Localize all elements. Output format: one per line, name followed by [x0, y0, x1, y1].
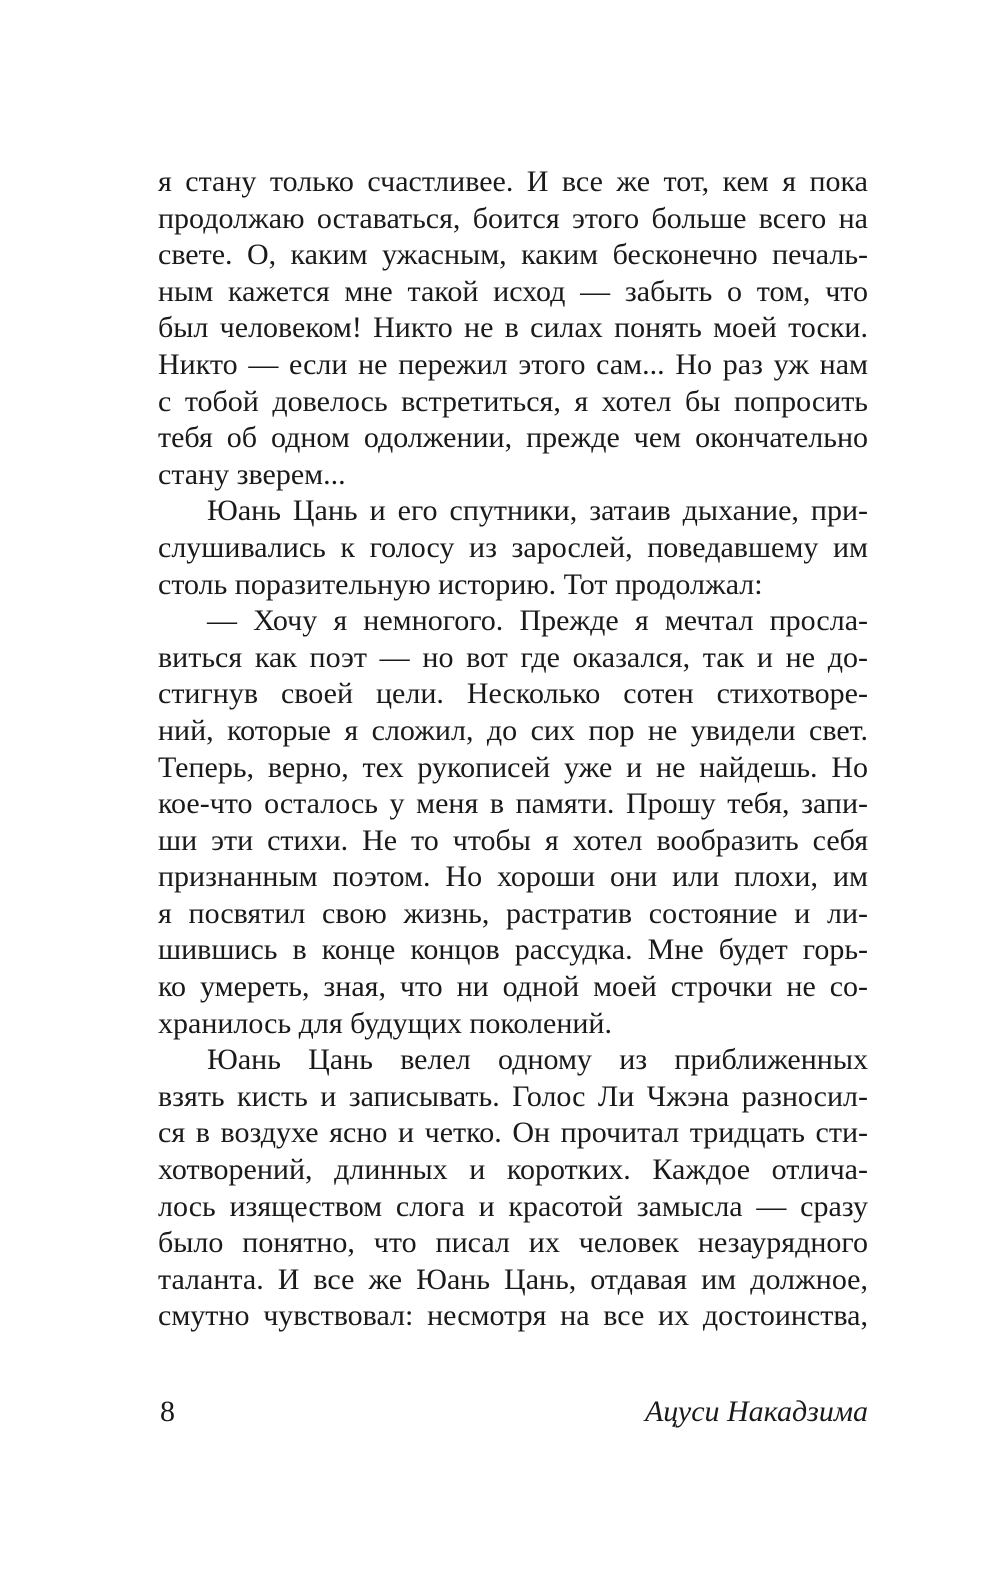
text-line: кое-что осталось у меня в памяти. Прошу тебя, запи- [158, 787, 868, 821]
text-line: смутно чувствовал: несмотря на все их достоинства, [158, 1299, 868, 1333]
text-line: ным кажется мне такой исход — забыть о том, что [158, 274, 868, 308]
text-line: взять кисть и записывать. Голос Ли Чжэна разносил- [158, 1079, 868, 1113]
text-line: ши эти стихи. Не то чтобы я хотел вообразить себя [158, 823, 868, 857]
text-line: шившись в конце концов рассудка. Мне будет горь- [158, 933, 868, 967]
text-line: столь поразительную историю. Тот продолжал: [158, 567, 763, 601]
text-line: ний, которые я сложил, до сих пор не увидели свет. [158, 713, 868, 747]
text-line: тебя об одном одолжении, прежде чем окончательно [158, 421, 868, 455]
text-line: был человеком! Никто не в силах понять моей тоски. [158, 311, 868, 345]
text-line: ся в воздухе ясно и четко. Он прочитал тридцать сти- [158, 1116, 868, 1150]
text-line: я стану только счастливее. И все же тот, кем я пока [158, 165, 868, 198]
text-line: таланта. И все же Юань Цань, отдавая им должное, [158, 1262, 868, 1296]
text-line: виться как поэт — но вот где оказался, так и не до- [158, 640, 868, 674]
page-number: 8 [160, 1395, 175, 1428]
text-line: было понятно, что писал их человек незаурядного [158, 1226, 868, 1260]
text-line: — Хочу я немногого. Прежде я мечтал просла- [207, 604, 868, 638]
text-line: Никто — если не пережил этого сам... Но раз уж нам [158, 347, 868, 381]
text-line: хранилось для будущих поколений. [158, 1006, 612, 1040]
text-line: хотворений, длинных и коротких. Каждое отлича- [158, 1153, 868, 1187]
page-body-text [158, 164, 868, 1335]
text-line: Юань Цань велел одному из приближенных [207, 1043, 868, 1077]
text-line: признанным поэтом. Но хороши они или плохи, им [158, 860, 868, 894]
text-line: лось изяществом слога и красотой замысла — сразу [158, 1189, 868, 1223]
text-line: слушивались к голосу из зарослей, поведавшему им [158, 530, 868, 564]
text-line: стигнув своей цели. Несколько сотен стихотворе- [158, 677, 868, 711]
text-line: Теперь, верно, тех рукописей уже и не найдешь. Но [158, 750, 868, 784]
text-line: с тобой довелось встретиться, я хотел бы попросить [158, 384, 868, 418]
text-line: стану зверем... [158, 457, 346, 491]
text-line: ко умереть, зная, что ни одной моей строчки не со- [158, 970, 868, 1004]
text-line: свете. О, каким ужасным, каким бесконечно печаль- [158, 238, 868, 272]
running-head-author: Ацуси Накадзима [644, 1395, 868, 1428]
text-line: я посвятил свою жизнь, растратив состояние и ли- [158, 896, 868, 930]
text-line: продолжаю оставаться, боится этого больше всего на [158, 201, 868, 235]
text-line: Юань Цань и его спутники, затаив дыхание, при- [207, 494, 868, 528]
